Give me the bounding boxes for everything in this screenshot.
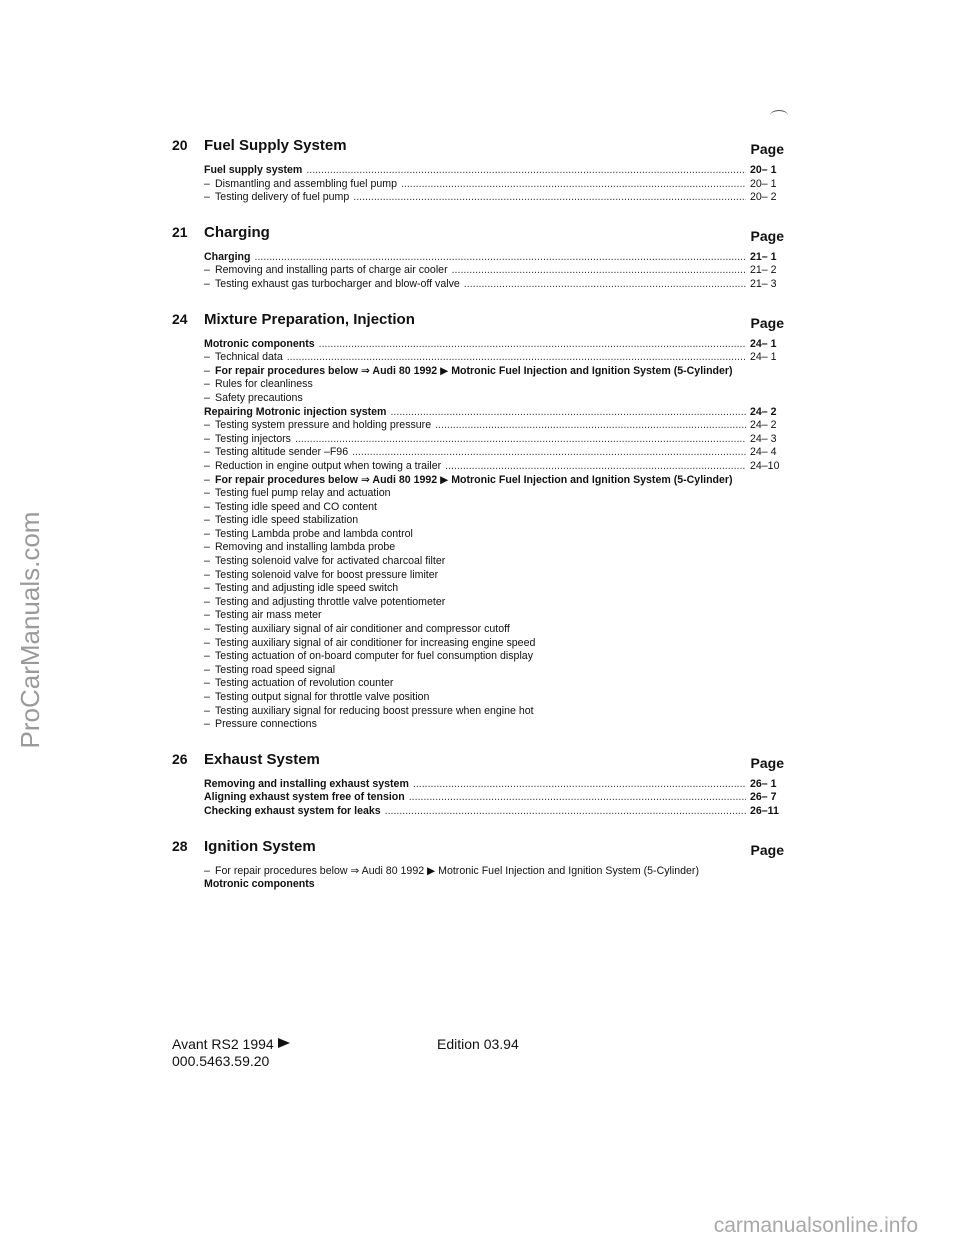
- toc-entry: [204, 191, 784, 205]
- toc-entry: [204, 460, 784, 474]
- bullet-dash: –: [204, 191, 210, 204]
- leader-dots: [445, 460, 746, 474]
- toc-entry-text: Testing injectors: [215, 432, 291, 445]
- toc-entry-page: 26– 7: [750, 791, 777, 804]
- toc-entry-text: Fuel supply system: [204, 164, 303, 176]
- toc-entry-text: Testing idle speed and CO content: [215, 500, 377, 513]
- leader-dots: [306, 164, 746, 178]
- toc-entry-text: Repairing Motronic injection system: [204, 405, 387, 418]
- footer-code: 000.5463.59.20: [172, 1053, 270, 1069]
- toc-entry-text: Safety precautions: [215, 391, 303, 404]
- section-title: Fuel Supply System: [204, 137, 347, 154]
- leader-dots: [352, 446, 746, 460]
- leader-dots: [435, 419, 746, 433]
- section-page-label: Page: [750, 141, 784, 157]
- bullet-dash: –: [204, 541, 210, 554]
- toc-entry: [204, 582, 784, 596]
- toc-entry: [204, 164, 784, 178]
- section-21: [172, 217, 784, 304]
- toc-entry: [204, 865, 784, 879]
- toc-entry-page: 20– 2: [750, 191, 777, 204]
- toc-entry-text: Testing auxiliary signal for reducing boost pressure when engine hot: [215, 704, 534, 717]
- bullet-dash: –: [204, 623, 210, 636]
- watermark-procarmanuals: ProCarManuals.com: [14, 511, 45, 749]
- toc-entry-text: Dismantling and assembling fuel pump: [215, 177, 397, 190]
- toc-entry: [204, 664, 784, 678]
- footer-model-block: [172, 1036, 290, 1070]
- toc-entry-page: 24– 1: [750, 351, 777, 364]
- toc-entry-text: Testing and adjusting idle speed switch: [215, 582, 399, 595]
- toc-entry-text: For repair procedures below ⇒ Audi 80 1992 ▶ Motronic Fuel Injection and Ignition System (5-Cylinder): [215, 864, 699, 877]
- toc-entry-page: 21– 3: [750, 277, 777, 290]
- leader-dots: [390, 406, 746, 420]
- section-heading: [172, 744, 784, 778]
- toc-entry: [204, 365, 784, 379]
- toc-entry: [204, 791, 784, 805]
- toc-entry: [204, 446, 784, 460]
- toc-entry: [204, 637, 784, 651]
- bullet-dash: –: [204, 677, 210, 690]
- toc-entry: [204, 623, 784, 637]
- toc-entry-text: For repair procedures below ⇒ Audi 80 1992 ▶ Motronic Fuel Injection and Ignition System (5-Cylinder): [215, 473, 733, 486]
- toc-entry: [204, 406, 784, 420]
- toc-entry: [204, 351, 784, 365]
- toc-entry-page: 20– 1: [750, 177, 777, 190]
- bullet-dash: –: [204, 568, 210, 581]
- toc-entry-page: 24– 4: [750, 446, 777, 459]
- scan-mark: [770, 110, 788, 121]
- section-24: [172, 304, 784, 744]
- toc-entry-text: Testing altitude sender –F96: [215, 446, 349, 459]
- toc-entry-text: Testing actuation of revolution counter: [215, 677, 394, 690]
- toc-entry-page: 26– 1: [750, 777, 777, 790]
- section-title: Charging: [204, 223, 270, 241]
- footer-model: Avant RS2 1994: [172, 1036, 274, 1052]
- section-26: [172, 744, 784, 831]
- section-number: 24: [172, 310, 188, 327]
- section-heading: [172, 130, 784, 164]
- bullet-dash: –: [204, 432, 210, 445]
- toc-entry: [204, 569, 784, 583]
- bullet-dash: –: [204, 864, 210, 877]
- toc-entry: [204, 596, 784, 610]
- bullet-dash: –: [204, 351, 210, 364]
- bullet-dash: –: [204, 277, 210, 290]
- toc-entry-page: 24– 3: [750, 432, 777, 445]
- arrow-right-icon: [278, 1038, 290, 1048]
- toc-entry-page: 20– 1: [750, 164, 777, 176]
- bullet-dash: –: [204, 514, 210, 527]
- section-20: [172, 130, 784, 217]
- bullet-dash: –: [204, 364, 210, 377]
- toc-entry-text: Charging: [204, 250, 251, 263]
- toc-entry: [204, 264, 784, 278]
- section-page-label: Page: [750, 841, 784, 858]
- toc-entry: [204, 691, 784, 705]
- toc-entry: [204, 433, 784, 447]
- toc-entry-text: Technical data: [215, 351, 283, 364]
- footer-edition: Edition 03.94: [437, 1036, 519, 1052]
- section-28: [172, 831, 784, 904]
- toc-entry: [204, 677, 784, 691]
- bullet-dash: –: [204, 527, 210, 540]
- bullet-dash: –: [204, 446, 210, 459]
- bullet-dash: –: [204, 555, 210, 568]
- toc-entry-text: Checking exhaust system for leaks: [204, 804, 381, 817]
- toc-entry: [204, 650, 784, 664]
- toc-entry: [204, 474, 784, 488]
- toc-entry: [204, 338, 784, 352]
- toc-entry: [204, 487, 784, 501]
- section-number: 21: [172, 223, 188, 240]
- toc-entry-text: Pressure connections: [215, 718, 317, 731]
- toc-entry-text: Aligning exhaust system free of tension: [204, 791, 405, 804]
- section-heading: [172, 304, 784, 338]
- section-entries: [172, 865, 784, 892]
- toc-entry: [204, 514, 784, 528]
- bullet-dash: –: [204, 378, 210, 391]
- toc-entry: [204, 778, 784, 792]
- bullet-dash: –: [204, 487, 210, 500]
- leader-dots: [319, 338, 746, 352]
- toc-entry: [204, 609, 784, 623]
- leader-dots: [409, 791, 746, 805]
- toc-entry-text: Testing solenoid valve for activated charcoal filter: [215, 555, 446, 568]
- toc-entry-text: Removing and installing lambda probe: [215, 541, 396, 554]
- section-title: Ignition System: [204, 837, 316, 855]
- bullet-dash: –: [204, 650, 210, 663]
- toc-entry: [204, 878, 784, 892]
- toc-entry: [204, 378, 784, 392]
- section-entries: [172, 778, 784, 819]
- toc-entry-text: Testing fuel pump relay and actuation: [215, 487, 391, 500]
- section-title: Exhaust System: [204, 750, 320, 768]
- toc-entry-text: Testing exhaust gas turbocharger and blow-off valve: [215, 277, 460, 290]
- bullet-dash: –: [204, 636, 210, 649]
- bullet-dash: –: [204, 391, 210, 404]
- bullet-dash: –: [204, 264, 210, 277]
- toc-entry-page: 24– 2: [750, 419, 777, 432]
- toc-entry-page: 21– 1: [750, 250, 777, 263]
- toc-entry-page: 21– 2: [750, 264, 777, 277]
- leader-dots: [295, 433, 746, 447]
- toc-entry: [204, 278, 784, 292]
- section-number: 20: [172, 137, 188, 153]
- leader-dots: [413, 778, 746, 792]
- toc-entry-text: Testing air mass meter: [215, 609, 322, 622]
- bullet-dash: –: [204, 473, 210, 486]
- toc-entry-text: Testing output signal for throttle valve position: [215, 691, 430, 703]
- toc-entry-page: 24– 1: [750, 337, 777, 350]
- section-entries: [172, 164, 784, 205]
- section-page-label: Page: [750, 754, 784, 771]
- leader-dots: [464, 278, 746, 292]
- bullet-dash: –: [204, 419, 210, 432]
- toc-entry: [204, 705, 784, 719]
- toc-entry: [204, 501, 784, 515]
- toc-entry-text: Reduction in engine output when towing a trailer: [215, 459, 442, 472]
- toc-entry-text: Testing system pressure and holding pressure: [215, 419, 432, 432]
- section-number: 26: [172, 750, 188, 767]
- section-heading: [172, 831, 784, 865]
- leader-dots: [287, 351, 746, 365]
- section-page-label: Page: [750, 314, 784, 331]
- toc-entry: [204, 178, 784, 192]
- toc-entry: [204, 718, 784, 732]
- toc-entry-text: Testing solenoid valve for boost pressure limiter: [215, 568, 439, 581]
- bullet-dash: –: [204, 177, 210, 190]
- bullet-dash: –: [204, 595, 210, 608]
- leader-dots: [353, 191, 746, 205]
- toc-entry-text: Testing delivery of fuel pump: [215, 191, 350, 204]
- section-entries: [172, 338, 784, 732]
- section-title: Mixture Preparation, Injection: [204, 310, 415, 328]
- bullet-dash: –: [204, 582, 210, 595]
- table-of-contents: [172, 130, 784, 904]
- toc-entry-text: Testing auxiliary signal of air conditioner and compressor cutoff: [215, 623, 510, 636]
- section-page-label: Page: [750, 227, 784, 244]
- toc-entry-text: For repair procedures below ⇒ Audi 80 1992 ▶ Motronic Fuel Injection and Ignition System (5-Cylinder): [215, 364, 733, 377]
- leader-dots: [452, 264, 746, 278]
- toc-entry: [204, 528, 784, 542]
- bullet-dash: –: [204, 691, 210, 703]
- toc-entry-text: Testing actuation of on-board computer for fuel consumption display: [215, 650, 533, 663]
- section-entries: [172, 251, 784, 292]
- toc-entry: [204, 251, 784, 265]
- toc-entry-page: 24–10: [750, 459, 780, 472]
- bullet-dash: –: [204, 718, 210, 731]
- toc-entry-page: 26–11: [750, 804, 779, 817]
- section-heading: [172, 217, 784, 251]
- bullet-dash: –: [204, 609, 210, 622]
- section-number: 28: [172, 837, 188, 854]
- leader-dots: [401, 178, 746, 192]
- toc-entry-text: Testing road speed signal: [215, 663, 336, 676]
- leader-dots: [385, 805, 746, 819]
- toc-entry: [204, 392, 784, 406]
- bullet-dash: –: [204, 663, 210, 676]
- toc-entry-text: Testing auxiliary signal of air conditioner for increasing engine speed: [215, 636, 536, 649]
- bullet-dash: –: [204, 500, 210, 513]
- toc-entry-page: 24– 2: [750, 405, 777, 418]
- toc-entry: [204, 805, 784, 819]
- toc-entry-text: Testing idle speed stabilization: [215, 514, 359, 527]
- watermark-carmanualsonline: carmanualsonline.info: [713, 1214, 918, 1237]
- toc-entry-text: Motronic components: [204, 337, 315, 350]
- toc-entry-text: Removing and installing parts of charge air cooler: [215, 264, 448, 277]
- toc-entry-text: Testing and adjusting throttle valve potentiometer: [215, 595, 446, 608]
- toc-entry: [204, 555, 784, 569]
- toc-entry: [204, 541, 784, 555]
- leader-dots: [255, 251, 747, 265]
- bullet-dash: –: [204, 704, 210, 717]
- toc-entry-text: Removing and installing exhaust system: [204, 777, 409, 790]
- bullet-dash: –: [204, 459, 210, 472]
- toc-entry-text: Rules for cleanliness: [215, 378, 313, 391]
- toc-entry-text: Motronic components: [204, 878, 315, 891]
- toc-entry: [204, 419, 784, 433]
- toc-entry-text: Testing Lambda probe and lambda control: [215, 527, 413, 540]
